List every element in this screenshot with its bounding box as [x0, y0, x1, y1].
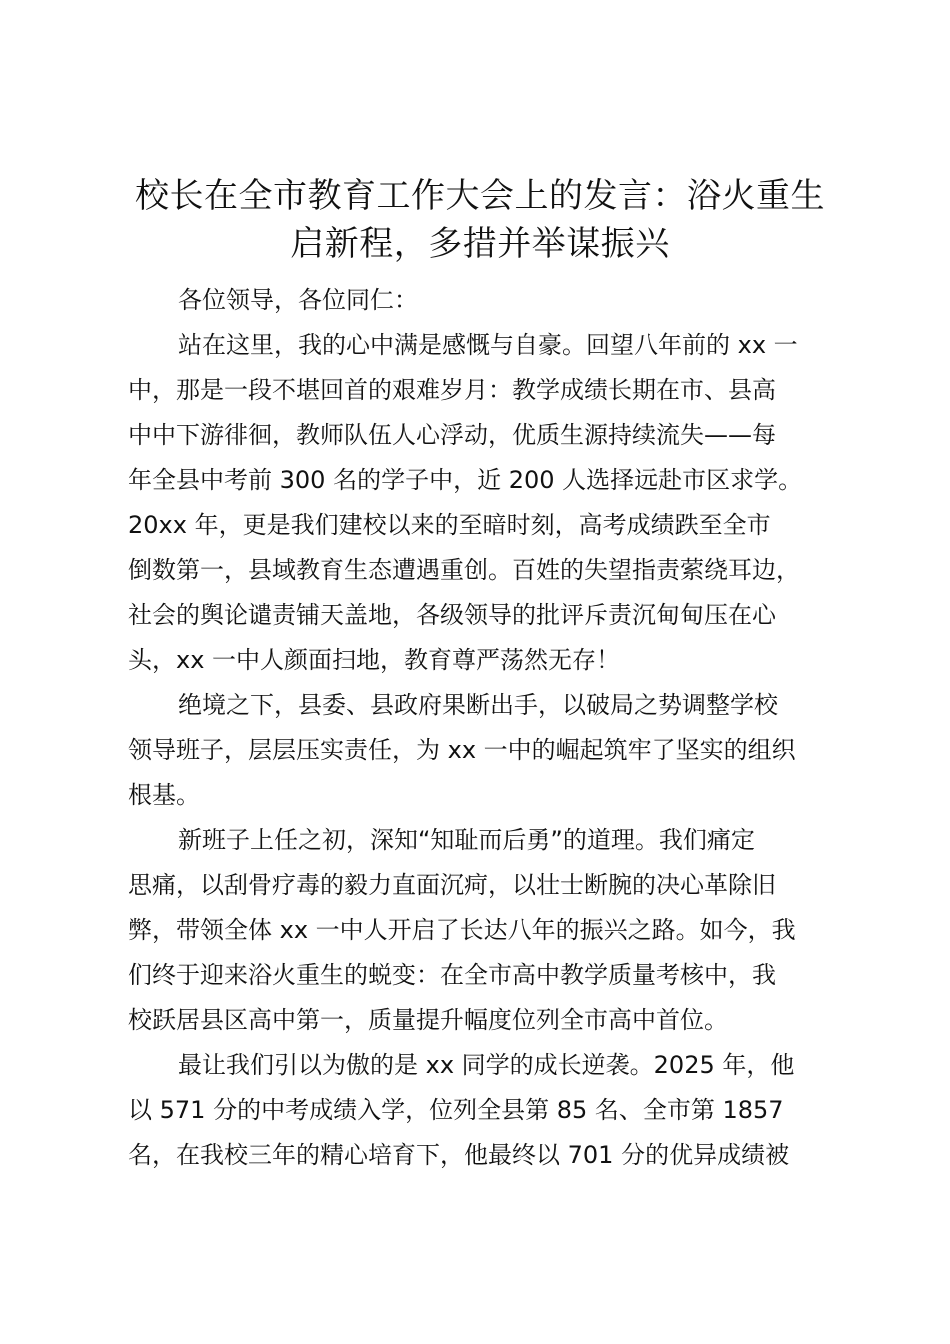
- title-line-2: 启新程，多措并举谋振兴: [290, 224, 670, 264]
- body-line: 头，xx 一中人颜面扫地，教育尊严荡然无存！: [128, 646, 621, 674]
- body-line: 绝境之下，县委、县政府果断出手，以破局之势调整学校: [178, 691, 778, 719]
- body-line: 最让我们引以为傲的是 xx 同学的成长逆袭。2025 年，他: [178, 1051, 795, 1079]
- body-line: 思痛，以刮骨疗毒的毅力直面沉疴，以壮士断腕的决心革除旧: [128, 871, 776, 899]
- body-line: 根基。: [128, 781, 200, 809]
- body-line: 新班子上任之初，深知“知耻而后勇”的道理。我们痛定: [178, 826, 755, 854]
- body-line: 弊，带领全体 xx 一中人开启了长达八年的振兴之路。如今，我: [128, 916, 796, 944]
- body-line: 站在这里，我的心中满是感慨与自豪。回望八年前的 xx 一: [178, 331, 798, 359]
- body-line: 社会的舆论谴责铺天盖地，各级领导的批评斥责沉甸甸压在心: [128, 601, 776, 629]
- body-line: 以 571 分的中考成绩入学，位列全县第 85 名、全市第 1857: [128, 1096, 784, 1124]
- salutation-line: 各位领导，各位同仁：: [178, 286, 418, 314]
- body-line: 中中下游徘徊，教师队伍人心浮动，优质生源持续流失——每: [128, 421, 776, 449]
- body-line: 20xx 年，更是我们建校以来的至暗时刻，高考成绩跌至全市: [128, 511, 771, 539]
- document-title: [100, 172, 860, 268]
- title-line-1: 校长在全市教育工作大会上的发言：浴火重生: [135, 176, 825, 216]
- body-line: 倒数第一，县域教育生态遭遇重创。百姓的失望指责萦绕耳边，: [128, 556, 800, 584]
- body-line: 校跃居县区高中第一，质量提升幅度位列全市高中首位。: [128, 1006, 728, 1034]
- body-line: 中，那是一段不堪回首的艰难岁月：教学成绩长期在市、县高: [128, 376, 776, 404]
- body-line: 领导班子，层层压实责任，为 xx 一中的崛起筑牢了坚实的组织: [128, 736, 796, 764]
- body-line: 年全县中考前 300 名的学子中，近 200 人选择远赴市区求学。: [128, 466, 803, 494]
- body-line: 名，在我校三年的精心培育下，他最终以 701 分的优异成绩被: [128, 1141, 790, 1169]
- body-line: 们终于迎来浴火重生的蜕变：在全市高中教学质量考核中，我: [128, 961, 776, 989]
